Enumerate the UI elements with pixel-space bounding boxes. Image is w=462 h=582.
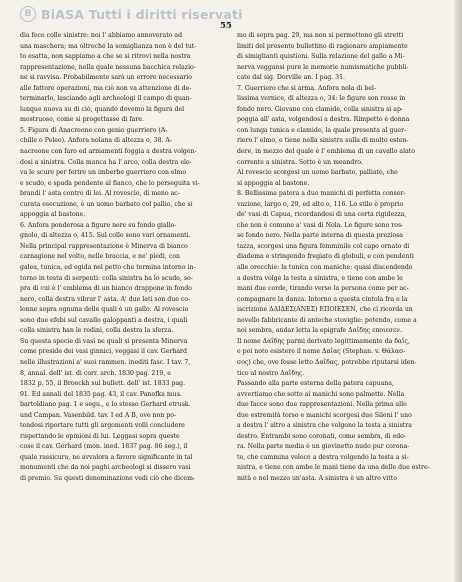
text-line: Al rovescio scorgesi un uomo barbato, palliato, che — [237, 169, 398, 177]
text-line: nacreone con faro ed armamenti foggia a destra volgen- — [20, 148, 197, 156]
text-line: va le scure per ferire un imberbe guerriero con elmo — [20, 169, 187, 177]
text-line: con lunga tunica e clamide, la quale presenta al guer- — [237, 126, 407, 134]
text-line: colla sinistra han le redini, colla destra la sferza. — [20, 327, 174, 335]
text-line: novello fabbricante di anteche stoviglie: potendo, come a — [237, 316, 417, 324]
text-line: ra. Nella parte media è un giovinetto nudo pur corona- — [237, 443, 410, 451]
text-line: che non è comune a' vasi di Nola. Le figure sono ros- — [237, 221, 404, 229]
text-line: dia fece colle sinistre: noi l' abbiamo annoverato ad — [20, 32, 183, 39]
text-line: due estremità torso e manichi scorgesi due Sileni l' uno — [237, 411, 412, 419]
text-line: cose il cav. Gerhard (mon. ined. 1837 pag. 86 seg.), il — [20, 443, 188, 451]
scan-edge-shadow — [454, 0, 462, 582]
text-line: riero l' elmo, e tiene nella sinistra sulla di molto esten- — [237, 137, 409, 145]
text-line: due facce sono due rappresentazioni. Nella prima alle — [237, 401, 407, 409]
text-line: una maschera; ma oltreché la somiglianza non è del tut- — [20, 42, 197, 50]
text-line: nistra, e tiene con ambe le mani tiene da una delle due estre- — [237, 464, 430, 472]
text-line: de' vasi di Capua, ricordandosi di una certa rigidezza, — [237, 211, 407, 219]
text-line: rappresentazione, nella quale nessuna bacchica relazio- — [20, 63, 196, 71]
text-line: 7. Guerriero che si arma. Anfora nola di bel- — [237, 84, 377, 92]
watermark — [20, 6, 243, 22]
text-line: Il nome Δαΐδης parmi derivato legittimamente da δαΐς, — [237, 337, 410, 345]
text-line: fondo nero. Giovane con clamide, colla sinistra si ap- — [237, 105, 403, 113]
text-line: come preside dei vasi ginnici, veggasi il cav. Gerhard — [20, 348, 187, 356]
watermark-text: BiASA Tutti i diritti riservati — [41, 6, 243, 22]
text-line: 8, annal. dell' ist. di corr. arch. 1830 pag. 219, e — [20, 369, 171, 377]
text-line: lonne sopra ognuna delle quali è un gallo. Al rovescio — [20, 306, 189, 314]
text-line: dere, in mezzo del quale è l' emblema di un cavallo alato — [237, 148, 415, 156]
text-line: curata esecuzione, è un uomo barbato col pallio, che si — [20, 200, 193, 208]
text-line: poggia all' asta, volgendosi a destra. Rimpetto è donna — [237, 116, 410, 124]
text-line: diadema e stringendo fregiato di globuli, e con pendenti — [237, 253, 414, 261]
text-line: carnagione nel volto, nelle braccia, e ne' piedi, con — [20, 253, 180, 261]
text-line: sono due efebi sul cavallo galoppanti a destra, i quali — [20, 316, 188, 324]
text-line: corrente a sinistra. Sotto è un meandro. — [237, 158, 363, 166]
text-line: si appoggia al bastone. — [237, 179, 310, 187]
text-line: noi sembra, andar letta la epigrafe Δαΐδης εποιεσεν. — [237, 327, 402, 335]
text-line: se fondo nero. Nella parte interna di questa preziosa — [237, 232, 403, 240]
left-text-column — [20, 31, 214, 573]
text-line: iscrizione ΔΑΙΔΕΣ(ΑΝΕΣ) ΕΠΟΙΕΣΕΝ, che ci ricorda un — [237, 306, 413, 314]
text-line: terminarlo, lasciando agli archeologi il campo di quan- — [20, 95, 192, 103]
text-line: Nella principal rappresentazione è Minerva di bianco — [20, 242, 188, 250]
text-line: avvertiamo che sotto ai manichi sono palmette. Nella — [237, 390, 405, 398]
text-line: mostruoso, come si progettasse di fare. — [20, 116, 144, 124]
page-number: 55 — [220, 21, 232, 31]
text-line: Passando alla parte esterna della patera capuana, — [237, 380, 394, 388]
text-line: 8. Bellissima patera a due manichi di perfetta conser- — [237, 190, 406, 198]
text-line: to esatta, non sappiamo a che se si ritrovi nella nostra — [20, 53, 191, 61]
text-line: lunque nuova su di ciò, quando dovemo la figura del — [20, 105, 185, 113]
text-line: rispettando le opinioni di lui. Leggasi sopra queste — [20, 432, 180, 440]
text-line: nelle illustrazioni a' suoi rammen. inediti fasc. I tav. 7, — [20, 358, 191, 366]
text-line: destro. Entrambi sono coronati, come sembra, di edo- — [237, 432, 407, 440]
right-text-column — [237, 31, 433, 573]
text-line: tazza, scorgesi una figura femminile col capo ornato di — [237, 242, 410, 250]
text-line: alle orecchie: la tunica con maniche: quasi discendendo — [237, 264, 413, 272]
text-line: σος) che, ove fosse letto Δαΐδας, potrebbe riputarsi iden- — [237, 358, 417, 366]
text-line: quale rassicura, ne avvalora a favore significante in tal — [20, 453, 193, 461]
text-line: di simiglianti quistioni. Sulla relazione del gallo a Mi- — [237, 53, 405, 61]
text-line: tico al nostro Δαΐδης. — [237, 369, 305, 377]
text-line: to, che cammina veloce a destra volgendo la testa a si- — [237, 453, 409, 461]
text-line: limiti del presente bullettino di ragionare ampiamente — [237, 42, 408, 50]
watermark-logo-icon: B — [20, 6, 36, 22]
text-line: chille o Peleo). Anfora nolana di altezza o, 38. A- — [20, 137, 172, 145]
text-line: dosi a sinistra. Colla manca ha l' arco, colla destra ele- — [20, 158, 192, 166]
text-line: monumenti che da noi paghi archeologi si dissero vasi — [20, 464, 191, 472]
text-line: bartoldiano pag. 1 e segu., e lo stesso Gerhard etrusk. — [20, 401, 191, 409]
text-line: a destra volge la testa a sinistra, e tiene con ambe le — [237, 274, 403, 282]
text-line: nerva veggansi pure le memorie numismatiche pubbli- — [237, 63, 409, 71]
text-line: 6. Anfora ponderosa a figure nere su fondo giallo- — [20, 221, 177, 229]
text-line: mo di sopra pag. 29, ma non si permettono gli stretti — [237, 32, 404, 39]
text-line: 1832 p. 55, il Broeckh sul bullett. dell' ist. 1833 pag. — [20, 380, 186, 388]
text-line: e scudo, e spada pendente al fianco, che lo perseguita vi- — [20, 179, 200, 187]
text-line: alle fattore operazioni, ma ciò non va attenzione di de- — [20, 84, 192, 92]
text-line: brandi l' asta contro di lei. Al rovescio, di meno ac- — [20, 190, 180, 198]
text-line: lissima vernice, di altezza o, 34: le figure son rosse in — [237, 95, 406, 103]
text-line: Su questa specie di vasi ne quali si presenta Minerva — [20, 337, 188, 345]
text-line: ne si ravvisa. Probabilmente sarà un errore necessario — [20, 74, 192, 82]
text-line: tendosi riportare tutti gli argomenti volli concludere — [20, 422, 185, 430]
text-line: vazione, largo o, 29, ed alto o, 116. Lo stile è proprio — [237, 200, 404, 208]
text-line: appoggia al bastone. — [20, 211, 86, 219]
text-line: e poi noto esistere il nome Δαΐας (Stephan. v. Θάλασ- — [237, 348, 406, 356]
text-line: gnolo, di altezza o, 415. Sul collo sono vari ornamenti. — [20, 232, 191, 240]
text-line: und Campan. Vasenbild. tav. I ed A B, ove non po- — [20, 411, 177, 419]
text-line: a destra l' altro a sinistra che volgono la testa a sinistra — [237, 422, 412, 430]
text-line: nero, colla destra vibrar l' asta. A' due lati son due co- — [20, 295, 191, 303]
text-line: galea, tunica, ed egida nel petto che termina intorno in- — [20, 264, 196, 272]
text-line: compagnare la danza. Intorno a questa cintola fra e la — [237, 295, 408, 303]
text-line: cate dal sig. Dorville an. I pag. 31. — [237, 74, 346, 82]
text-line: pra di cui è l' emblema di un bianco drappone in fondo — [20, 285, 192, 293]
text-line: di premio. Su questi denominazione vedi ciò che dicem- — [20, 474, 196, 482]
text-line: 91. Ed annali del 1835 pag. 43, il cav. Panofka mus. — [20, 390, 182, 398]
text-line: torno in testa di serpenti: colla sinistra ha lo scudo, so- — [20, 274, 193, 282]
text-line: 5. Figura di Anacreone con genio guerriero (A- — [20, 126, 168, 134]
text-line: mità e nel mezzo un'asta. A sinistra è un altro vitto — [237, 474, 397, 482]
text-line: mani due corde, tirando verso la persona come per ac- — [237, 285, 409, 293]
